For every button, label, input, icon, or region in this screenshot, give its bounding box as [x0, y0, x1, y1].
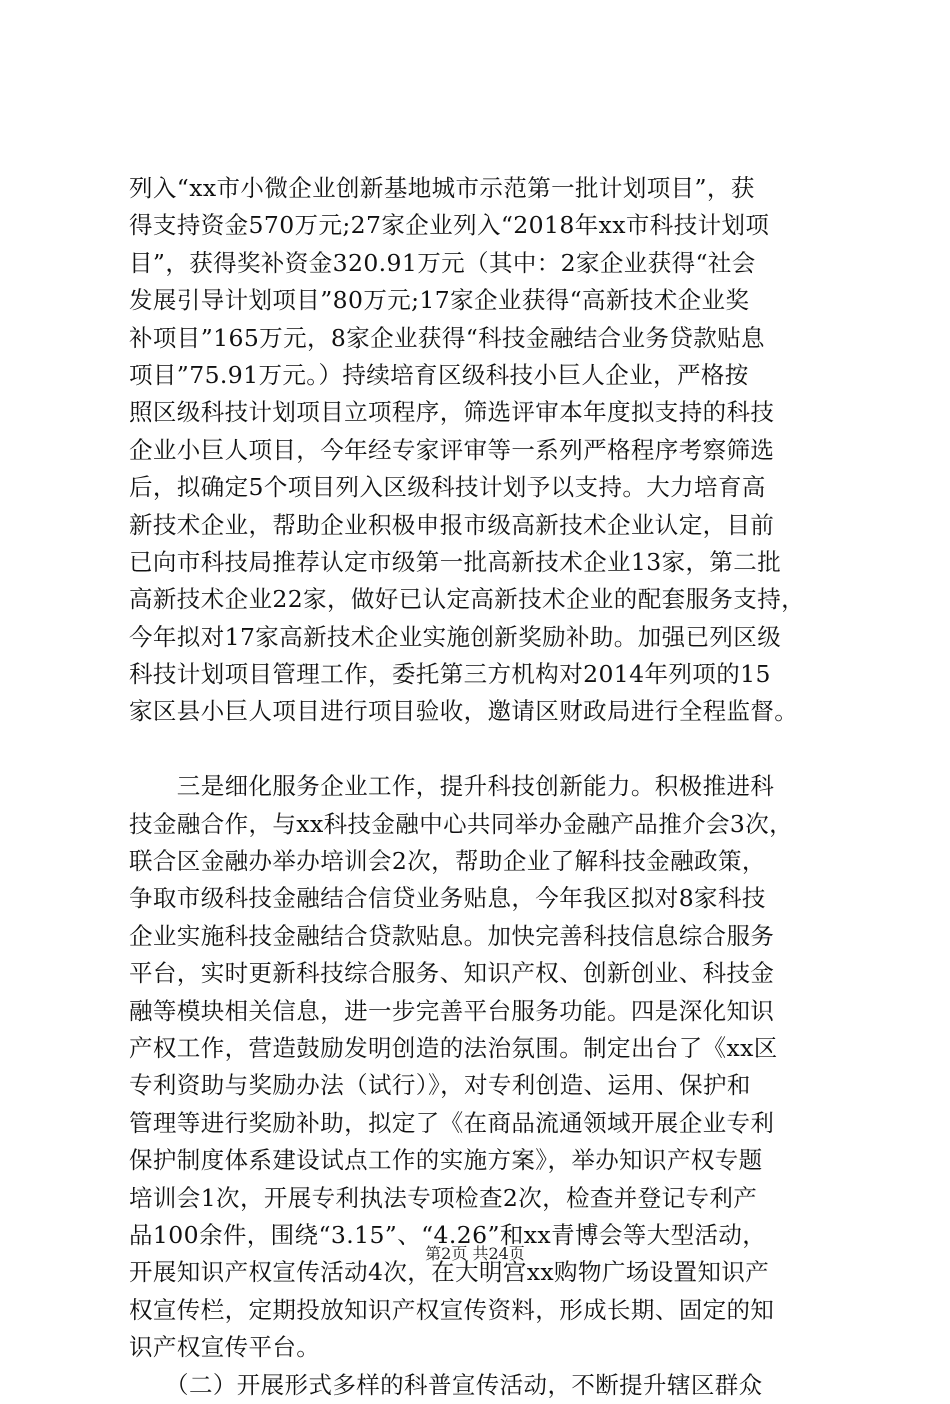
- text-line: 企业小巨人项目，今年经专家评审等一系列严格程序考察筛选: [129, 435, 775, 464]
- text-line: 发展引导计划项目”80万元;17家企业获得“高新技术企业奖: [129, 286, 750, 315]
- text-line: 企业实施科技金融结合贷款贴息。加快完善科技信息综合服务: [129, 921, 775, 950]
- text-line: 今年拟对17家高新技术企业实施创新奖励补助。加强已列区级: [129, 622, 782, 651]
- text-line: 列入“xx市小微企业创新基地城市示范第一批计划项目”，获: [129, 174, 755, 202]
- text-line: 得支持资金570万元;27家企业列入“2018年xx市科技计划项: [129, 211, 770, 240]
- text-line: 培训会1次，开展专利执法专项检查2次，检查并登记专利产: [129, 1183, 758, 1212]
- text-line: 管理等进行奖励补助，拟定了《在商品流通领域开展企业专利: [129, 1108, 775, 1137]
- text-line: 争取市级科技金融结合信贷业务贴息，今年我区拟对8家科技: [129, 884, 766, 913]
- text-line: 保护制度体系建设试点工作的实施方案》，举办知识产权专题: [129, 1146, 763, 1175]
- page-number-footer: 第2页 共24页: [425, 1244, 525, 1263]
- text-line: 联合区金融办举办培训会2次，帮助企业了解科技金融政策，: [129, 847, 766, 876]
- text-line: 识产权宣传平台。: [129, 1333, 321, 1362]
- text-line: 三是细化服务企业工作，提升科技创新能力。积极推进科: [129, 772, 775, 801]
- text-line: 科技计划项目管理工作，委托第三方机构对2014年列项的15: [129, 660, 771, 689]
- text-line: 高新技术企业22家，做好已认定高新技术企业的配套服务支持，: [129, 585, 806, 614]
- text-line: 权宣传栏，定期投放知识产权宣传资料，形成长期、固定的知: [129, 1295, 775, 1324]
- text-line: 新技术企业，帮助企业积极申报市级高新技术企业认定，目前: [129, 510, 775, 539]
- text-line: 项目”75.91万元。）持续培育区级科技小巨人企业，严格按: [129, 360, 749, 389]
- text-line: 融等模块相关信息，进一步完善平台服务功能。四是深化知识: [129, 996, 775, 1025]
- text-line: 照区级科技计划项目立项程序，筛选评审本年度拟支持的科技: [129, 398, 775, 427]
- document-body: [129, 170, 853, 1404]
- text-line: 产权工作，营造鼓励发明创造的法治氛围。制定出台了《xx区: [129, 1033, 778, 1062]
- text-line: 家区县小巨人项目进行项目验收，邀请区财政局进行全程监督。: [129, 697, 799, 726]
- paragraph-block-2: [129, 768, 853, 1404]
- text-line: 后，拟确定5个项目列入区级科技计划予以支持。大力培育高: [129, 473, 766, 502]
- text-line: 专利资助与奖励办法（试行）》，对专利创造、运用、保护和: [129, 1071, 751, 1100]
- text-line: 补项目”165万元，8家企业获得“科技金融结合业务贷款贴息: [129, 323, 765, 352]
- text-line: 平台，实时更新科技综合服务、知识产权、创新创业、科技金: [129, 959, 775, 988]
- text-line: 开展知识产权宣传活动4次，在大明宫xx购物广场设置知识产: [129, 1258, 770, 1287]
- paragraph-gap: [129, 731, 853, 768]
- text-line: 技金融合作，与xx科技金融中心共同举办金融产品推介会3次，: [129, 809, 794, 838]
- text-line: （二）开展形式多样的科普宣传活动，不断提升辖区群众: [129, 1370, 763, 1399]
- text-line: 已向市科技局推荐认定市级第一批高新技术企业13家，第二批: [129, 547, 782, 576]
- text-line: 品100余件，围绕“3.15”、“4.26”和xx青博会等大型活动，: [129, 1220, 767, 1249]
- paragraph-block-1: [129, 170, 853, 731]
- text-line: 目”，获得奖补资金320.91万元（其中：2家企业获得“社会: [129, 248, 756, 277]
